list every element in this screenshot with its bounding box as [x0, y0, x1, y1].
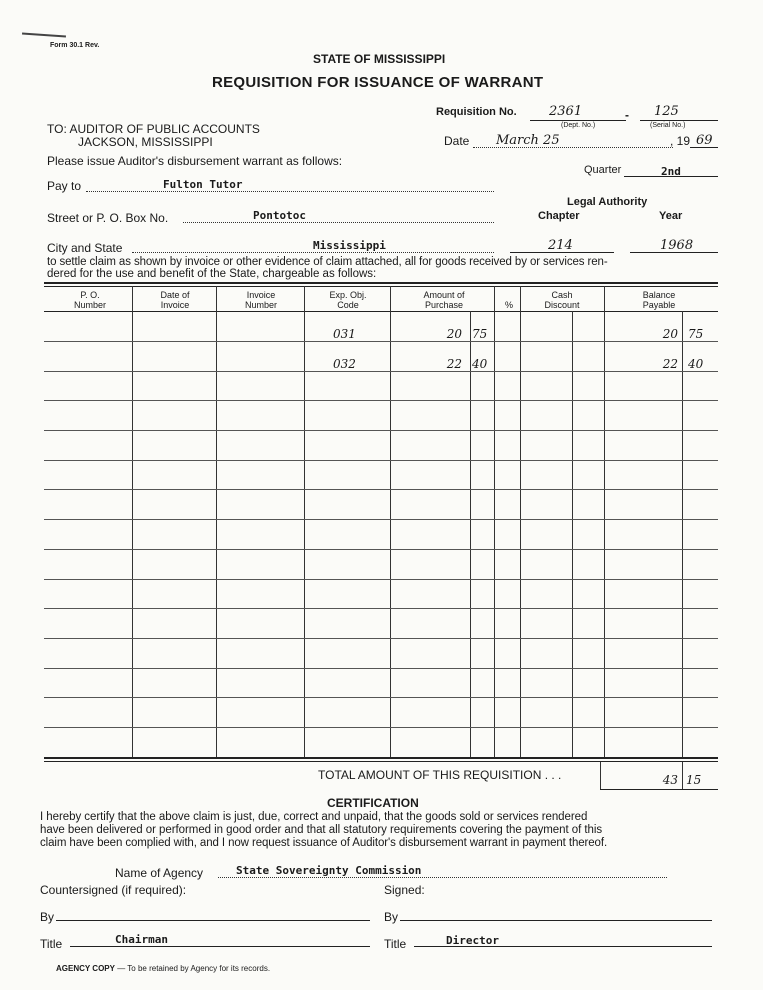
total-box-cents-divider [682, 762, 683, 790]
table-row-rule [44, 579, 718, 580]
serial-no-caption: (Serial No.) [650, 122, 686, 129]
col-header-balance: Balance Payable [642, 290, 676, 310]
table-bottom-rule [44, 757, 718, 759]
quarter-line [624, 176, 718, 177]
left-title-label: Title [40, 937, 63, 951]
table-column-rule [682, 311, 683, 757]
left-by-label: By [40, 910, 55, 924]
table-top-rule [44, 282, 718, 284]
col-header-percent: % [504, 300, 513, 310]
dept-no-line [530, 120, 626, 121]
table-column-rule [604, 286, 605, 757]
table-row-rule [44, 489, 718, 490]
date-label: Date [444, 134, 470, 148]
table-row-rule [44, 727, 718, 728]
table-column-rule [470, 311, 471, 757]
certification-line3: claim have been complied with, and I now request issuance of Auditor's disbursement warrant in payment thereof. [40, 837, 608, 849]
table-row-rule [44, 371, 718, 372]
total-label: TOTAL AMOUNT OF THIS REQUISITION . . . [318, 768, 562, 782]
pay-to-label: Pay to [47, 179, 82, 193]
signed-label: Signed: [384, 883, 425, 897]
right-by-label: By [384, 910, 399, 924]
date-year-line [690, 147, 718, 148]
serial-no-line [640, 120, 718, 121]
table-row-rule [44, 638, 718, 639]
requisition-label: Requisition No. [436, 106, 517, 118]
row2-amount-dollars: 22 [446, 357, 462, 371]
row1-amount-cents: 75 [472, 327, 488, 341]
to-line2: JACKSON, MISSISSIPPI [78, 135, 213, 149]
row1-code: 031 [333, 327, 356, 341]
legal-year-label: Year [659, 210, 683, 222]
total-box-left [600, 762, 601, 790]
table-column-rule [216, 286, 217, 757]
table-row-rule [44, 460, 718, 461]
settle-text-line2: dered for the use and benefit of the State, chargeable as follows: [47, 268, 377, 280]
state-heading: STATE OF MISSISSIPPI [313, 52, 446, 66]
right-title-label: Title [384, 937, 407, 951]
table-row-rule [44, 608, 718, 609]
left-title-line [70, 946, 370, 947]
agency-label: Name of Agency [115, 866, 204, 880]
certification-title: CERTIFICATION [327, 796, 419, 810]
row2-amount-cents: 40 [472, 357, 488, 371]
right-by-line [400, 920, 712, 921]
table-row-rule [44, 668, 718, 669]
table-row-rule [44, 341, 718, 342]
row1-amount-dollars: 20 [446, 327, 462, 341]
street-line [183, 222, 494, 223]
table-row-rule [44, 400, 718, 401]
table-column-rule [132, 286, 133, 757]
left-by-line [56, 920, 370, 921]
agency-copy-text: — To be retained by Agency for its records. [117, 964, 271, 973]
corner-mark [22, 32, 66, 37]
row1-balance-cents: 75 [688, 327, 704, 341]
legal-authority-title: Legal Authority [567, 196, 648, 208]
date-value: March 25 [496, 133, 560, 148]
col-header-date: Date of Invoice [160, 290, 190, 310]
street-value: Pontotoc [253, 209, 306, 222]
row2-balance-dollars: 22 [662, 357, 678, 371]
col-header-invoice: Invoice Number [244, 290, 277, 310]
row2-balance-cents: 40 [688, 357, 704, 371]
table-top-rule-2 [44, 286, 718, 287]
form-title: REQUISITION FOR ISSUANCE OF WARRANT [212, 74, 544, 91]
pay-to-value: Fulton Tutor [163, 178, 243, 191]
instruction-text: Please issue Auditor's disbursement warrant as follows: [47, 154, 343, 168]
form-number: Form 30.1 Rev. [50, 42, 100, 49]
date-line [473, 147, 673, 148]
row2-code: 032 [333, 357, 356, 371]
table-row-rule [44, 430, 718, 431]
agency-copy-label: AGENCY COPY [56, 964, 115, 973]
left-title-value: Chairman [115, 933, 168, 946]
chapter-line [510, 252, 614, 253]
serial-no-value: 125 [654, 104, 679, 119]
right-title-value: Director [446, 934, 499, 947]
right-title-line [414, 946, 712, 947]
certification-line1: I hereby certify that the above claim is just, due, correct and unpaid, that the goods sold or services rendered [40, 811, 588, 823]
total-cents: 15 [686, 773, 702, 787]
requisition-separator: - [625, 108, 629, 122]
city-label: City and State [47, 241, 123, 255]
city-value: Mississippi [313, 239, 386, 252]
table-row-rule [44, 697, 718, 698]
agency-line [218, 877, 667, 878]
quarter-value: 2nd [661, 165, 681, 178]
certification-line2: have been delivered or performed in good order and that all statutory requirements covering the payment of this [40, 824, 603, 836]
table-column-rule [520, 286, 521, 757]
settle-text-line1: to settle claim as shown by invoice or other evidence of claim attached, all for goods received by or services ren- [47, 256, 608, 268]
total-dollars: 43 [662, 773, 678, 787]
table-column-rule [304, 286, 305, 757]
countersigned-label: Countersigned (if required): [40, 883, 187, 897]
agency-copy-note [56, 964, 270, 973]
col-header-amount: Amount of Purchase [423, 290, 465, 310]
date-year-prefix: , 19 [670, 134, 691, 148]
table-row-rule [44, 519, 718, 520]
total-box-bottom [600, 789, 718, 790]
legal-year-line [630, 252, 718, 253]
dept-no-value: 2361 [549, 104, 583, 119]
chapter-label: Chapter [538, 210, 580, 222]
chapter-value: 214 [548, 238, 573, 253]
city-line [132, 252, 494, 253]
table-column-rule [572, 311, 573, 757]
agency-value: State Sovereignty Commission [236, 864, 422, 877]
col-header-po: P. O. Number [73, 290, 106, 310]
row1-balance-dollars: 20 [662, 327, 678, 341]
table-column-rule [390, 286, 391, 757]
col-header-discount: Cash Discount [544, 290, 580, 310]
to-line1: TO: AUDITOR OF PUBLIC ACCOUNTS [47, 122, 260, 136]
date-year-value: 69 [696, 133, 713, 148]
quarter-label: Quarter [584, 164, 622, 176]
dept-no-caption: (Dept. No.) [561, 122, 596, 129]
table-row-rule [44, 757, 718, 758]
table-column-rule [494, 286, 495, 757]
street-label: Street or P. O. Box No. [47, 211, 169, 225]
table-header-rule [44, 311, 718, 312]
table-row-rule [44, 549, 718, 550]
legal-year-value: 1968 [660, 238, 694, 253]
pay-to-line [86, 191, 494, 192]
col-header-code: Exp. Obj. Code [329, 290, 367, 310]
table-bottom-rule-2 [44, 761, 718, 762]
